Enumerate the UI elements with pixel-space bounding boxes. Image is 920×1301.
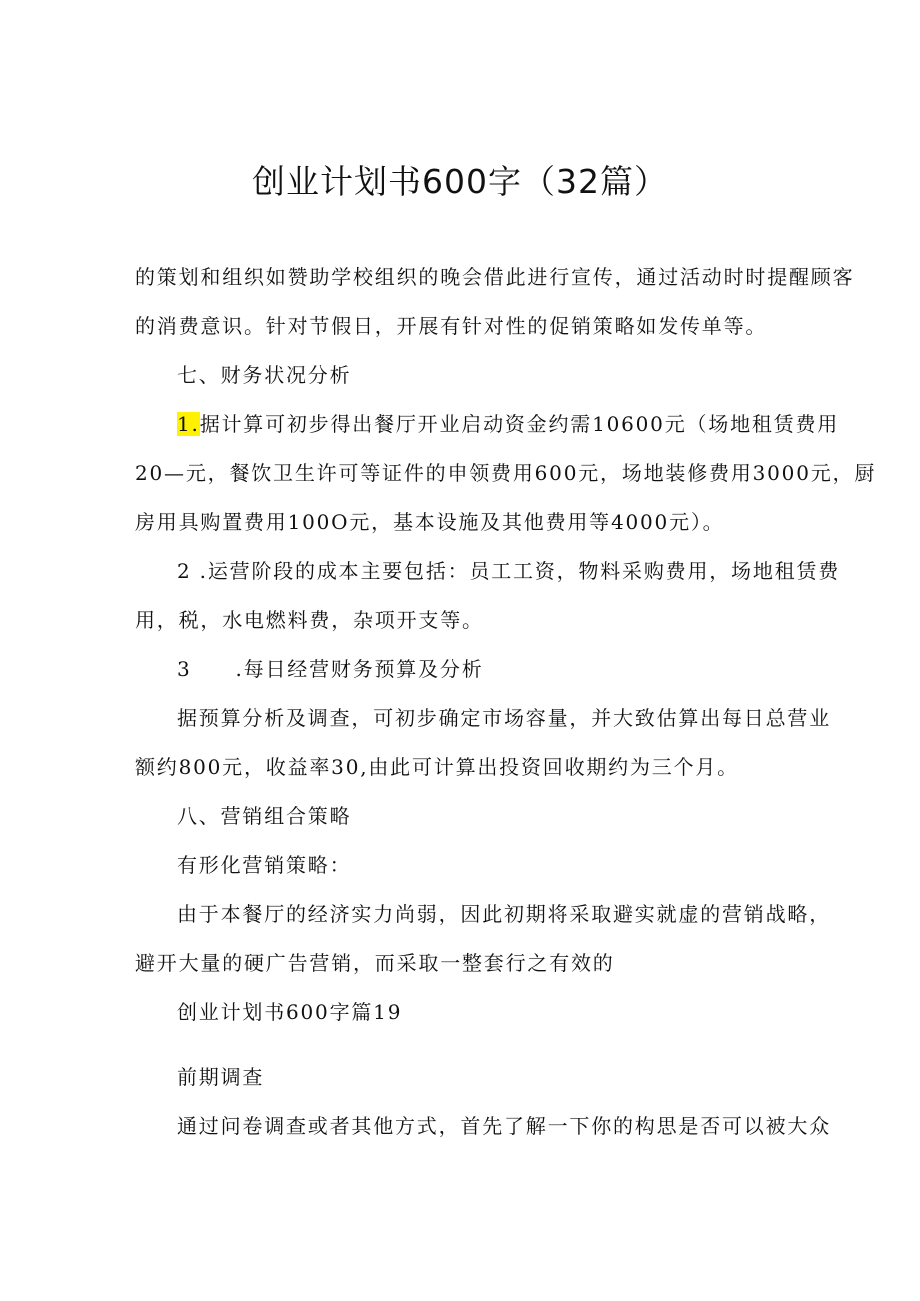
document-title: 创业计划书600字（32篇） [252, 162, 668, 201]
paragraph-1-line-1: 的策划和组织如赞助学校组织的晚会借此进行宣传，通过活动时时提醒顾客 [135, 265, 855, 289]
strategy-paragraph-line-2: 避开大量的硬广告营销，而采取一整套行之有效的 [135, 951, 615, 975]
budget-paragraph-line-2: 额约800元，收益率30,由此可计算出投资回收期约为三个月。 [135, 755, 739, 779]
item-1-line-3: 房用具购置费用100O元，基本设施及其他费用等4000元）。 [135, 510, 725, 534]
section-label: 创业计划书600字篇19 [177, 1000, 403, 1024]
strategy-paragraph-line-1: 由于本餐厅的经济实力尚弱，因此初期将采取避实就虚的营销战略， [177, 902, 831, 926]
paragraph-1-line-2: 的消费意识。针对节假日，开展有针对性的促销策略如发传单等。 [135, 314, 768, 338]
section-heading-marketing: 八、营销组合策略 [177, 804, 352, 828]
survey-paragraph-line-1: 通过问卷调查或者其他方式，首先了解一下你的构思是否可以被大众 [177, 1114, 831, 1138]
item-1-number-highlight: 1. [177, 412, 200, 436]
item-1-line-2: 20—元，餐饮卫生许可等证件的申领费用600元，场地装修费用3000元，厨 [135, 461, 877, 485]
budget-paragraph-line-1: 据预算分析及调查，可初步确定市场容量，并大致估算出每日总营业 [177, 706, 831, 730]
item-1-line-1 [177, 409, 840, 439]
section-heading-finance: 七、财务状况分析 [177, 363, 352, 387]
item-1-line-1-text: 据计算可初步得出餐厅开业启动资金约需10600元（场地租赁费用 [199, 412, 840, 436]
tangible-marketing-heading: 有形化营销策略： [177, 853, 352, 877]
item-2-line-2: 用，税，水电燃料费，杂项开支等。 [135, 608, 484, 632]
preliminary-survey-heading: 前期调查 [177, 1065, 265, 1089]
item-3-number: 3 [177, 657, 192, 681]
item-3-line [177, 654, 484, 684]
item-3-text: .每日经营财务预算及分析 [235, 657, 484, 681]
item-2-line-1: 2 .运营阶段的成本主要包括：员工工资，物料采购费用，场地租赁费 [177, 559, 841, 583]
